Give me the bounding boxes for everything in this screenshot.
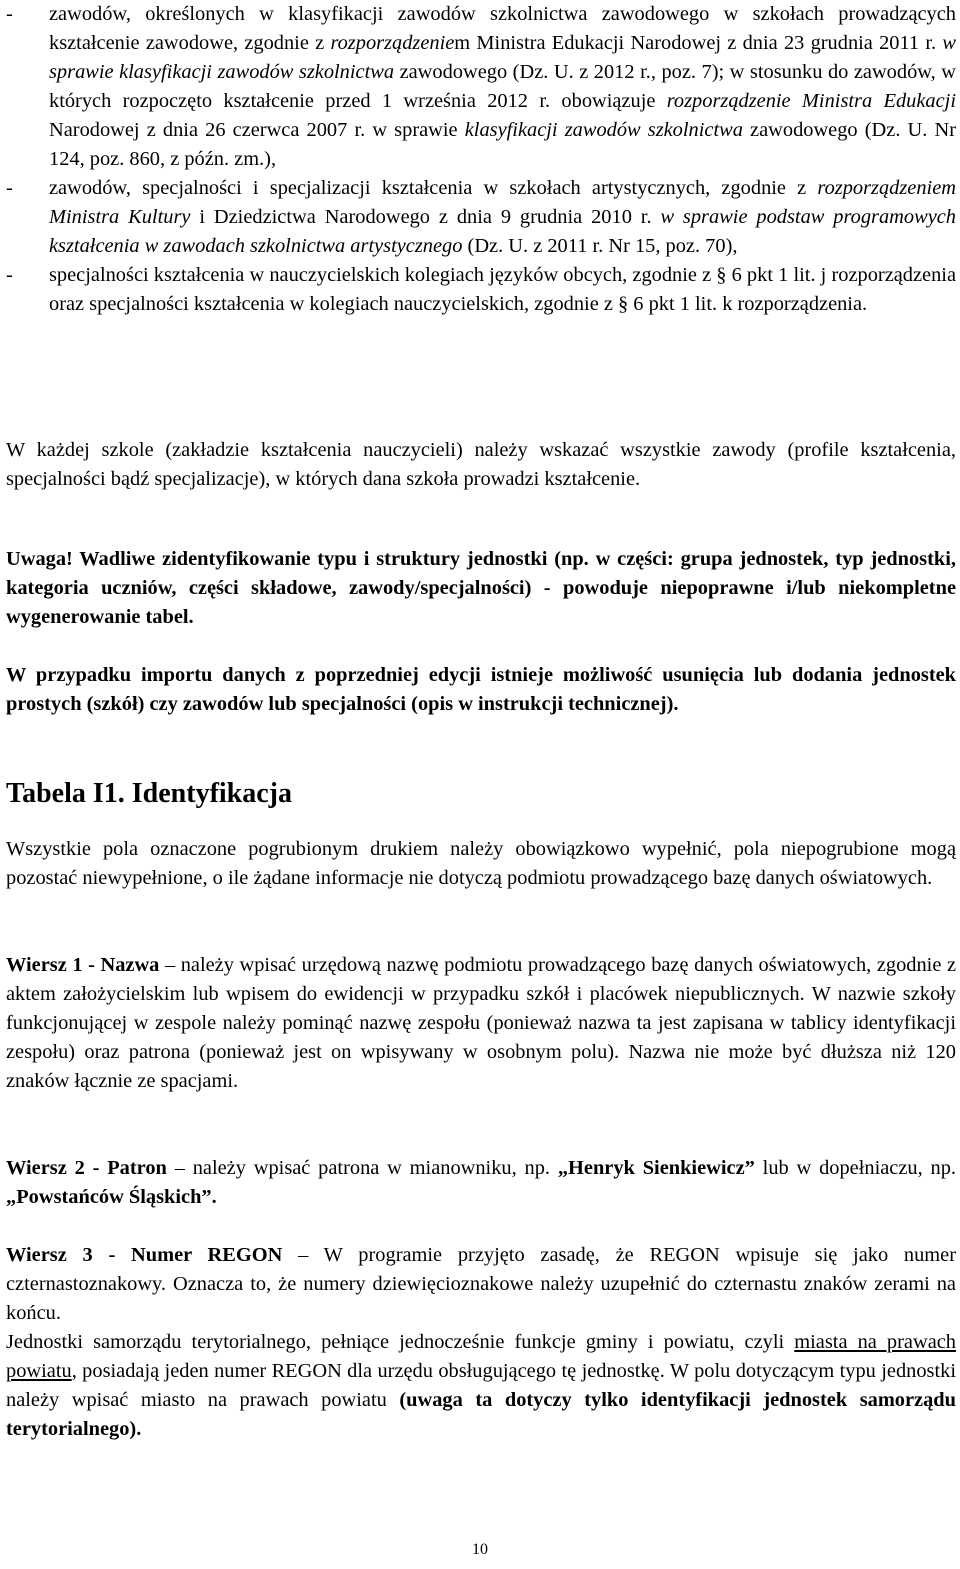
paragraph-wiersz-1 — [6, 951, 956, 1096]
text-run: rozporządzenie Ministra Edukacji — [666, 90, 956, 112]
text-run: w sprawie podstaw programowych kształcenia w zawodach szkolnictwa artystycznego — [49, 206, 956, 257]
text-run: – należy wpisać patrona w mianowniku, np. — [166, 1157, 558, 1179]
text-run: Jednostki samorządu terytorialnego, pełniące jednocześnie funkcje gminy i powiatu, czyli — [6, 1331, 795, 1353]
text-run: Wiersz 3 - Numer REGON — [6, 1244, 283, 1266]
text-run: (Dz. U. z 2011 r. Nr 15, poz. 70), — [462, 235, 738, 257]
text-run: zawodowego (Dz. U. z 2012 r., poz. 7); w stosunku do zawodów, w których rozpoczęto kształcenie przed 1 września 2012 r. obowiązuje — [49, 61, 957, 112]
text-run: W każdej szkole (zakładzie kształcenia nauczycieli) należy wskazać wszystkie zawody (profile kształcenia, specjalności bądź specjalizacje), w których dana szkoła prowadzi kształcenie. — [6, 439, 956, 490]
text-run: w sprawie klasyfikacji zawodów szkolnictwa — [49, 32, 956, 83]
text-run: – należy wpisać urzędową nazwę podmiotu prowadzącego bazę danych oświatowych, zgodnie z aktem założycielskim lub wpisem do ewidencji w przypadku szkół i placówek niepublicznych. W nazwie szkoły funkcjonującej w zespole należy pominąć nazwę zespołu (ponieważ nazwa ta jest zapisana w tablicy identyfikacji zespołu) oraz patrona (ponieważ jest on wpisywany w osobnym polu). Nazwa nie może być dłuższa niż 120 znaków łącznie ze spacjami. — [6, 954, 956, 1092]
text-run: Wiersz 2 - Patron — [6, 1157, 167, 1179]
list-item — [6, 0, 956, 174]
list-item — [6, 261, 956, 319]
list-item-text — [49, 174, 956, 261]
text-run: klasyfikacji zawodów szkolnictwa — [464, 119, 743, 141]
paragraph-wiersz-2 — [6, 1154, 956, 1212]
list-item-text — [49, 0, 956, 174]
text-run: zawodów, specjalności i specjalizacji kształcenia w szkołach artystycznych, zgodnie z — [49, 177, 818, 199]
text-run: „Powstańców Śląskich”. — [6, 1186, 217, 1208]
text-run: rozporządzenie — [330, 32, 455, 54]
text-run: miasta na prawach powiatu — [6, 1331, 956, 1382]
text-run: – W programie przyjęto zasadę, że REGON wpisuje się jako numer czternastoznakowy. Oznacza to, że numery dziewięcioznakowe należy uzupełnić do czternastu znaków zerami na końcu. — [6, 1244, 956, 1324]
section-heading: Tabela I1. Identyfikacja — [6, 778, 293, 809]
paragraph-uwaga — [6, 545, 956, 632]
paragraph-wiersz-3 — [6, 1241, 956, 1328]
regulation-list — [6, 0, 956, 319]
list-item-text — [49, 261, 956, 319]
text-run: i Dziedzictwa Narodowego z dnia 9 grudnia 2010 r. — [190, 206, 661, 228]
paragraph-wszystkie-pola — [6, 835, 956, 893]
text-run: m Ministra Edukacji Narodowej z dnia 23 grudnia 2011 r. — [454, 32, 943, 54]
text-run: lub w dopełniaczu, np. — [754, 1157, 956, 1179]
text-run: (uwaga ta dotyczy tylko identyfikacji jednostek samorządu terytorialnego). — [6, 1389, 956, 1440]
text-run: Wiersz 1 - Nazwa — [6, 954, 160, 976]
list-dash: - — [6, 264, 13, 286]
list-item — [6, 174, 956, 261]
paragraph-jednostki-samorzadu — [6, 1328, 956, 1444]
text-run: Narodowej z dnia 26 czerwca 2007 r. w sprawie — [49, 119, 465, 141]
text-run: , posiadają jeden numer REGON dla urzędu obsługującego tę jednostkę. W polu dotyczącym typu jednostki należy wpisać miasto na prawach powiatu — [6, 1360, 956, 1411]
paragraph-import — [6, 661, 956, 719]
list-dash: - — [6, 3, 13, 25]
text-run: Wszystkie pola oznaczone pogrubionym drukiem należy obowiązkowo wypełnić, pola niepogrubione mogą pozostać niewypełnione, o ile żądane informacje nie dotyczą podmiotu prowadzącego bazę danych oświatowych. — [6, 838, 956, 889]
text-run: „Henryk Sienkiewicz” — [557, 1157, 755, 1179]
paragraph-w-kazdej-szkole — [6, 436, 956, 494]
text-run: rozporządzeniem Ministra Kultury — [49, 177, 956, 228]
text-run: specjalności kształcenia w nauczycielskich kolegiach języków obcych, zgodnie z § 6 pkt 1 lit. j rozporządzenia oraz specjalności kształcenia w kolegiach nauczycielskich, zgodnie z § 6 pkt 1 lit. k rozporządzenia. — [49, 264, 956, 315]
text-run: W przypadku importu danych z poprzedniej edycji istnieje możliwość usunięcia lub dodania jednostek prostych (szkół) czy zawodów lub specjalności (opis w instrukcji technicznej). — [6, 664, 956, 715]
text-run: zawodów, określonych w klasyfikacji zawodów szkolnictwa zawodowego w szkołach prowadzących kształcenie zawodowe, zgodnie z — [49, 3, 956, 54]
text-run: zawodowego (Dz. U. Nr 124, poz. 860, z późn. zm.), — [49, 119, 957, 170]
text-run: Uwaga! Wadliwe zidentyfikowanie typu i struktury jednostki (np. w części: grupa jednostek, typ jednostki, kategoria uczniów, części składowe, zawody/specjalności) - powoduje niepoprawne i/lub niekompletne wygenerowanie tabel. — [6, 548, 956, 628]
page-number: 10 — [472, 1541, 488, 1558]
list-dash: - — [6, 177, 13, 199]
